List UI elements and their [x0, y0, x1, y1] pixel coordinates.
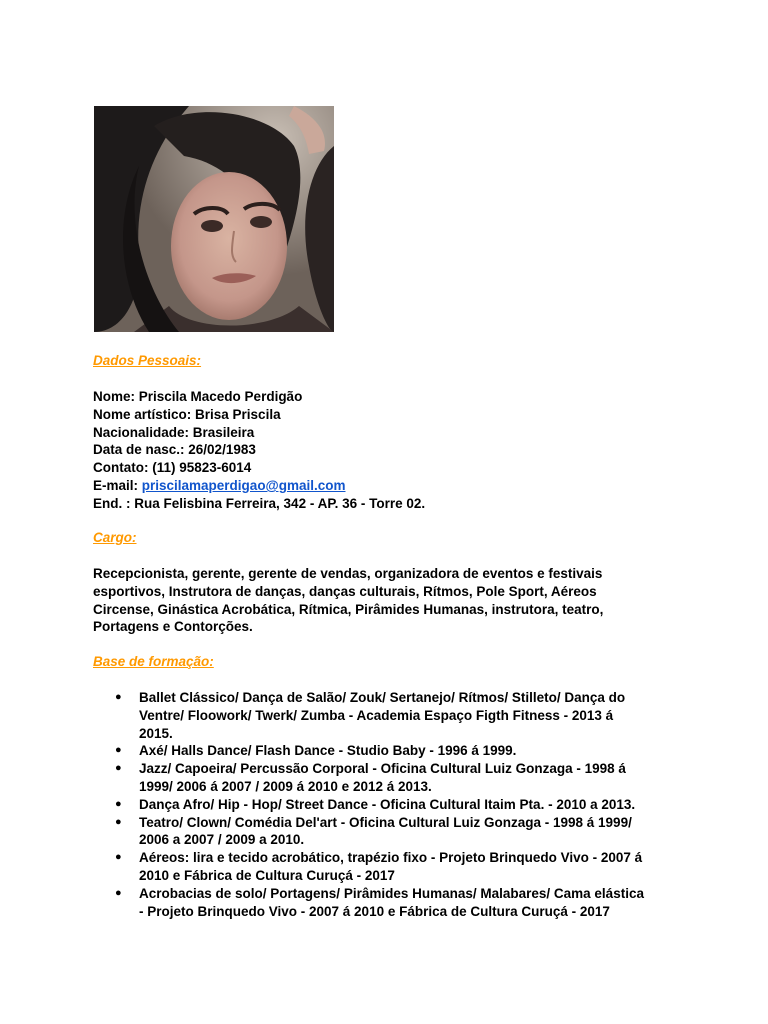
- cargo-line: Portagens e Contorções.: [93, 619, 253, 635]
- list-item-line: Dança Afro/ Hip - Hop/ Street Dance - Oficina Cultural Itaim Pta. - 2010 a 2013.: [139, 796, 636, 812]
- bullet-icon: ●: [115, 744, 122, 757]
- list-item: [93, 689, 683, 742]
- list-item: [93, 849, 683, 885]
- data-nasc-line: Data de nasc.: 26/02/1983: [93, 442, 256, 458]
- dados-pessoais-heading: Dados Pessoais:: [93, 353, 202, 368]
- list-item-line: Jazz/ Capoeira/ Percussão Corporal - Oficina Cultural Luiz Gonzaga - 1998 á: [139, 761, 626, 777]
- email-line: [93, 477, 425, 495]
- bullet-icon: ●: [115, 886, 122, 899]
- email-link[interactable]: priscilamaperdigao@gmail.com: [141, 477, 346, 493]
- list-item: [93, 885, 683, 921]
- cargo-line: Recepcionista, gerente, gerente de vendas, organizadora de eventos e festivais: [93, 566, 603, 581]
- list-item-line: 2006 a 2007 / 2009 a 2010.: [139, 832, 305, 848]
- list-item-line: Teatro/ Clown/ Comédia Del'art - Oficina Cultural Luiz Gonzaga - 1998 á 1999/: [139, 814, 632, 830]
- bullet-icon: ●: [115, 815, 122, 828]
- list-item-line: 2015.: [139, 725, 173, 741]
- cargo-heading: Cargo:: [93, 530, 137, 545]
- cargo-line: Circense, Ginástica Acrobática, Rítmica, Pirâmides Humanas, instrutora, teatro,: [93, 601, 604, 617]
- email-label: E-mail:: [93, 477, 142, 493]
- nome-artistico-line: Nome artístico: Brisa Priscila: [93, 406, 281, 422]
- nome-line: Nome: Priscila Macedo Perdigão: [93, 389, 303, 404]
- cargo-line: esportivos, Instrutora de danças, danças culturais, Rítmos, Pole Sport, Aéreos: [93, 583, 597, 599]
- bullet-icon: ●: [115, 691, 122, 703]
- list-item-line: Ballet Clássico/ Dança de Salão/ Zouk/ Sertanejo/ Rítmos/ Stilleto/ Dança do: [139, 690, 626, 705]
- nacionalidade-line: Nacionalidade: Brasileira: [93, 424, 255, 440]
- bullet-icon: ●: [115, 797, 122, 810]
- cargo-description: [93, 565, 653, 636]
- list-item: [93, 742, 683, 760]
- list-item-line: 1999/ 2006 á 2007 / 2009 á 2010 e 2012 á 2013.: [139, 778, 432, 794]
- list-item-line: Aéreos: lira e tecido acrobático, trapézio fixo - Projeto Brinquedo Vivo - 2007 á: [139, 850, 643, 866]
- formacao-list: [93, 689, 683, 920]
- list-item-line: Acrobacias de solo/ Portagens/ Pirâmides Humanas/ Malabares/ Cama elástica: [139, 885, 644, 901]
- list-item-line: Ventre/ Floowork/ Twerk/ Zumba - Academia Espaço Figth Fitness - 2013 á: [139, 707, 614, 723]
- list-item-line: Axé/ Halls Dance/ Flash Dance - Studio Baby - 1996 á 1999.: [139, 743, 517, 759]
- list-item-line: 2010 e Fábrica de Cultura Curuçá - 2017: [139, 867, 395, 883]
- bullet-icon: ●: [115, 851, 122, 864]
- list-item: [93, 760, 683, 796]
- bullet-icon: ●: [115, 762, 122, 775]
- profile-photo: [94, 106, 334, 332]
- list-item: [93, 814, 683, 850]
- list-item: [93, 796, 683, 814]
- endereco-line: End. : Rua Felisbina Ferreira, 342 - AP. 36 - Torre 02.: [93, 495, 426, 511]
- personal-info-block: [93, 388, 425, 513]
- base-formacao-heading: Base de formação:: [93, 654, 214, 669]
- list-item-line: - Projeto Brinquedo Vivo - 2007 á 2010 e Fábrica de Cultura Curuçá - 2017: [139, 903, 610, 919]
- contato-line: Contato: (11) 95823-6014: [93, 460, 252, 476]
- portrait-image: [94, 106, 334, 332]
